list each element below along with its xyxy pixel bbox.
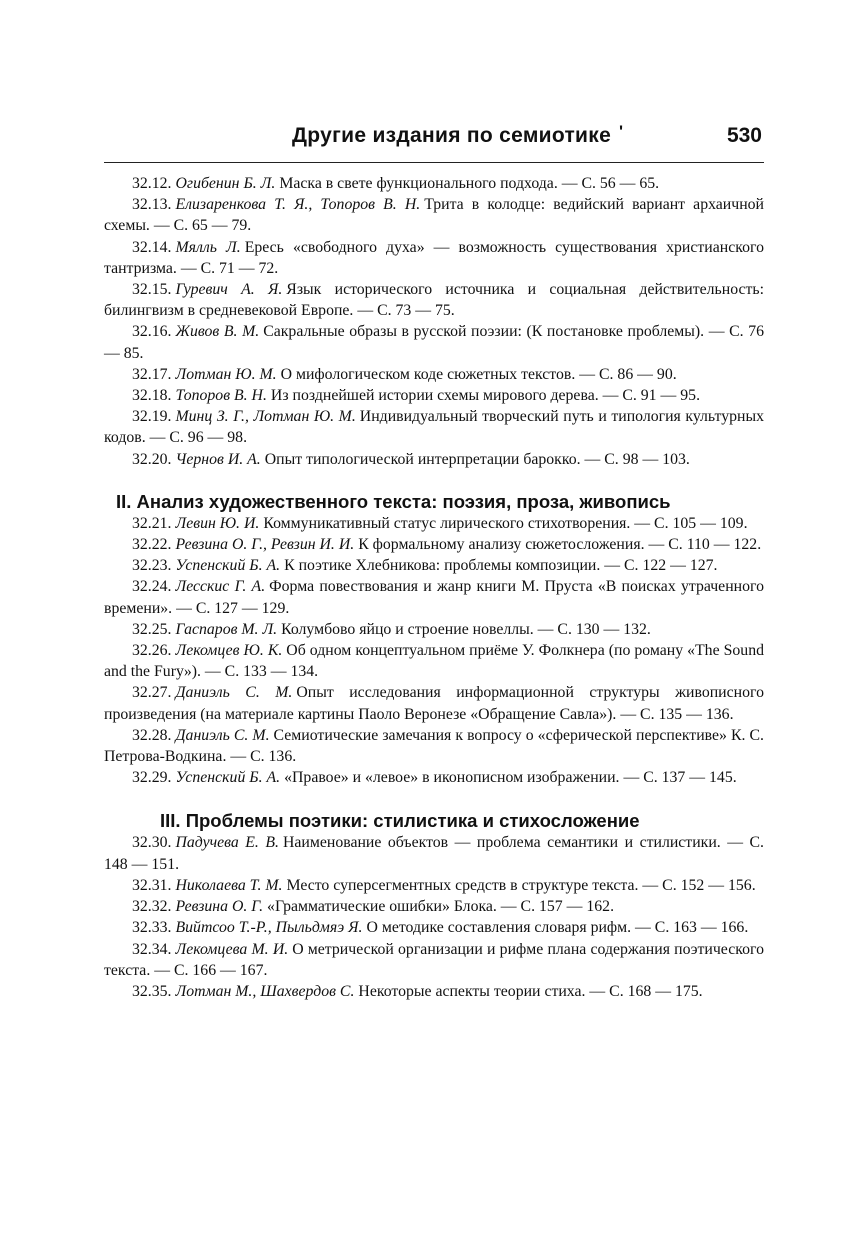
entry-text: Некоторые аспекты теории стиха. — С. 168 — 175.	[358, 982, 703, 1000]
section-2-list	[104, 513, 764, 789]
entry-text: Колумбово яйцо и строение новеллы. — С. 130 — 132.	[281, 620, 651, 638]
entry-author: Успенский Б. А.	[175, 557, 281, 575]
entry-text: Опыт типологической интерпретации барокко. — С. 98 — 103.	[264, 450, 690, 468]
bibliography-entry	[104, 832, 764, 874]
entry-number: 32.19.	[132, 408, 172, 426]
entry-author: Ревзина О. Г., Ревзин И. И.	[175, 536, 355, 554]
running-title: Другие издания по семиотике	[292, 124, 612, 147]
entry-number: 32.23.	[132, 557, 172, 575]
entry-text: Из позднейшей истории схемы мирового дерева. — С. 91 — 95.	[270, 387, 701, 405]
entry-number: 32.14.	[132, 238, 172, 256]
entry-number: 32.25.	[132, 620, 172, 638]
bibliography-entry	[104, 576, 764, 618]
entry-number: 32.30.	[132, 834, 172, 852]
bibliography-entry	[104, 555, 764, 576]
entry-author: Елизаренкова Т. Я., Топоров В. Н.	[175, 196, 421, 214]
section-2-heading: II. Анализ художественного текста: поэзия, проза, живопись	[116, 490, 671, 512]
bibliography-entry	[104, 875, 764, 896]
entry-author: Лекомцев Ю. К.	[175, 642, 283, 660]
entry-author: Мялль Л.	[175, 238, 241, 256]
entry-number: 32.22.	[132, 536, 172, 554]
entry-text: Маска в свете функционального подхода. — С. 56 — 65.	[279, 175, 660, 192]
entry-text: Ересь «свободного духа» — возможность существования христианского тантризма. — С. 71 — 72.	[104, 238, 764, 277]
page-body	[104, 173, 764, 1002]
bibliography-entry	[104, 917, 764, 938]
entry-text: К формальному анализу сюжетосложения. — С. 110 — 122.	[358, 536, 762, 554]
entry-text: К поэтике Хлебникова: проблемы композиции. — С. 122 — 127.	[284, 557, 718, 575]
entry-author: Лекомцева М. И.	[175, 940, 289, 958]
entry-text: Трита в колодце: ведийский вариант архаичной схемы. — С. 65 — 79.	[104, 196, 764, 235]
entry-number: 32.18.	[132, 387, 172, 405]
entry-number: 32.15.	[132, 281, 172, 299]
header-mark: '	[619, 122, 624, 141]
bibliography-entry	[104, 194, 764, 236]
entry-author: Гуревич А. Я.	[175, 281, 283, 299]
entry-number: 32.20.	[132, 450, 172, 468]
entry-number: 32.28.	[132, 726, 172, 744]
bibliography-entry	[104, 364, 764, 385]
entry-number: 32.17.	[132, 365, 172, 383]
entry-number: 32.21.	[132, 514, 172, 532]
entry-author: Минц З. Г., Лотман Ю. М.	[175, 408, 356, 426]
entry-author: Левин Ю. И.	[175, 514, 260, 532]
entry-author: Даниэль С. М.	[175, 684, 293, 702]
entry-number: 32.32.	[132, 898, 172, 916]
entry-number: 32.33.	[132, 919, 172, 937]
entry-text: Сакральные образы в русской поэзии: (К постановке проблемы). — С. 76 — 85.	[104, 323, 764, 362]
bibliography-entry	[104, 725, 764, 767]
running-header	[104, 124, 764, 154]
entry-number: 32.35.	[132, 982, 172, 1000]
section-3-list	[104, 832, 764, 1002]
bibliography-entry	[104, 279, 764, 321]
entry-author: Лотман М., Шахвердов С.	[175, 982, 355, 1000]
entry-text: Индивидуальный творческий путь и типология культурных кодов. — С. 96 — 98.	[104, 408, 764, 447]
entry-text: Семиотические замечания к вопросу о «сферической перспективе» К. С. Петрова-Водкина. — С. 136.	[104, 726, 765, 766]
entry-number: 32.31.	[132, 876, 172, 894]
bibliography-entry	[104, 939, 764, 981]
entry-number: 32.12.	[132, 175, 172, 192]
entry-text: «Грамматические ошибки» Блока. — С. 157 — 162.	[267, 898, 615, 916]
entry-author: Вийтсоо Т.-Р., Пыльдмяэ Я.	[175, 919, 363, 937]
entry-author: Лесскис Г. А.	[175, 578, 266, 596]
entry-author: Чернов И. А.	[175, 450, 261, 468]
entry-author: Успенский Б. А.	[175, 769, 281, 787]
entry-text: Место суперсегментных средств в структуре текста. — С. 152 — 156.	[286, 876, 756, 894]
bibliography-entry	[104, 981, 764, 1002]
entry-text: Наименование объектов — проблема семантики и стилистики. — С. 148 — 151.	[104, 834, 764, 873]
entry-author: Лотман Ю. М.	[175, 365, 277, 383]
entry-author: Гаспаров М. Л.	[175, 620, 278, 638]
bibliography-entry	[104, 173, 764, 194]
entry-number: 32.27.	[132, 684, 172, 702]
entry-number: 32.34.	[132, 940, 172, 958]
entry-author: Ревзина О. Г.	[175, 898, 264, 916]
entry-text: «Правое» и «левое» в иконописном изображении. — С. 137 — 145.	[284, 769, 737, 787]
bibliography-entry	[104, 237, 764, 279]
bibliography-entry	[104, 534, 764, 555]
bibliography-entry	[104, 385, 764, 406]
section-3-heading: III. Проблемы поэтики: стилистика и стихосложение	[160, 810, 640, 832]
bibliography-entry	[104, 406, 764, 448]
page-number: 530	[726, 124, 762, 147]
entry-author: Падучева Е. В.	[175, 834, 279, 852]
bibliography-entry	[104, 682, 764, 724]
entry-text: Форма повествования и жанр книги М. Пруста «В поисках утраченного времени». — С. 127 — 129.	[104, 578, 764, 617]
bibliography-entry	[104, 513, 764, 534]
entry-author: Топоров В. Н.	[175, 387, 267, 405]
entry-text: Коммуникативный статус лирического стихотворения. — С. 105 — 109.	[263, 514, 748, 532]
entry-author: Даниэль С. М.	[175, 726, 270, 744]
bibliography-entry	[104, 449, 764, 470]
section-1-list	[104, 173, 764, 470]
bibliography-entry	[104, 767, 764, 788]
entry-number: 32.24.	[132, 578, 172, 596]
entry-text: О методике составления словаря рифм. — С. 163 — 166.	[366, 919, 749, 937]
entry-number: 32.13.	[132, 196, 172, 214]
entry-number: 32.16.	[132, 323, 172, 341]
entry-number: 32.26.	[132, 642, 172, 660]
entry-number: 32.29.	[132, 769, 172, 787]
entry-author: Николаева Т. М.	[175, 876, 283, 894]
entry-author: Живов В. М.	[175, 323, 260, 341]
entry-text: О мифологическом коде сюжетных текстов. — С. 86 — 90.	[280, 365, 677, 383]
entry-text: Опыт исследования информационной структуры живописного произведения (на материале картины Паоло Веронезе «Обращение Савла»). — С. 135 — 136.	[104, 684, 764, 723]
entry-text: Об одном концептуальном приёме У. Фолкнера (по роману «The Sound and the Fury»). — С. 133 — 134.	[104, 642, 765, 681]
bibliography-entry	[104, 896, 764, 917]
entry-text: О метрической организации и рифме плана содержания поэтического текста. — С. 166 — 167.	[104, 940, 764, 979]
bibliography-entry	[104, 619, 764, 640]
header-rule	[104, 162, 764, 163]
bibliography-entry	[104, 640, 764, 682]
entry-text: Язык исторического источника и социальная действительность: билингвизм в средневековой Европе. — С. 73 — 75.	[104, 281, 764, 320]
bibliography-entry	[104, 321, 764, 363]
entry-author: Огибенин Б. Л.	[175, 175, 276, 192]
